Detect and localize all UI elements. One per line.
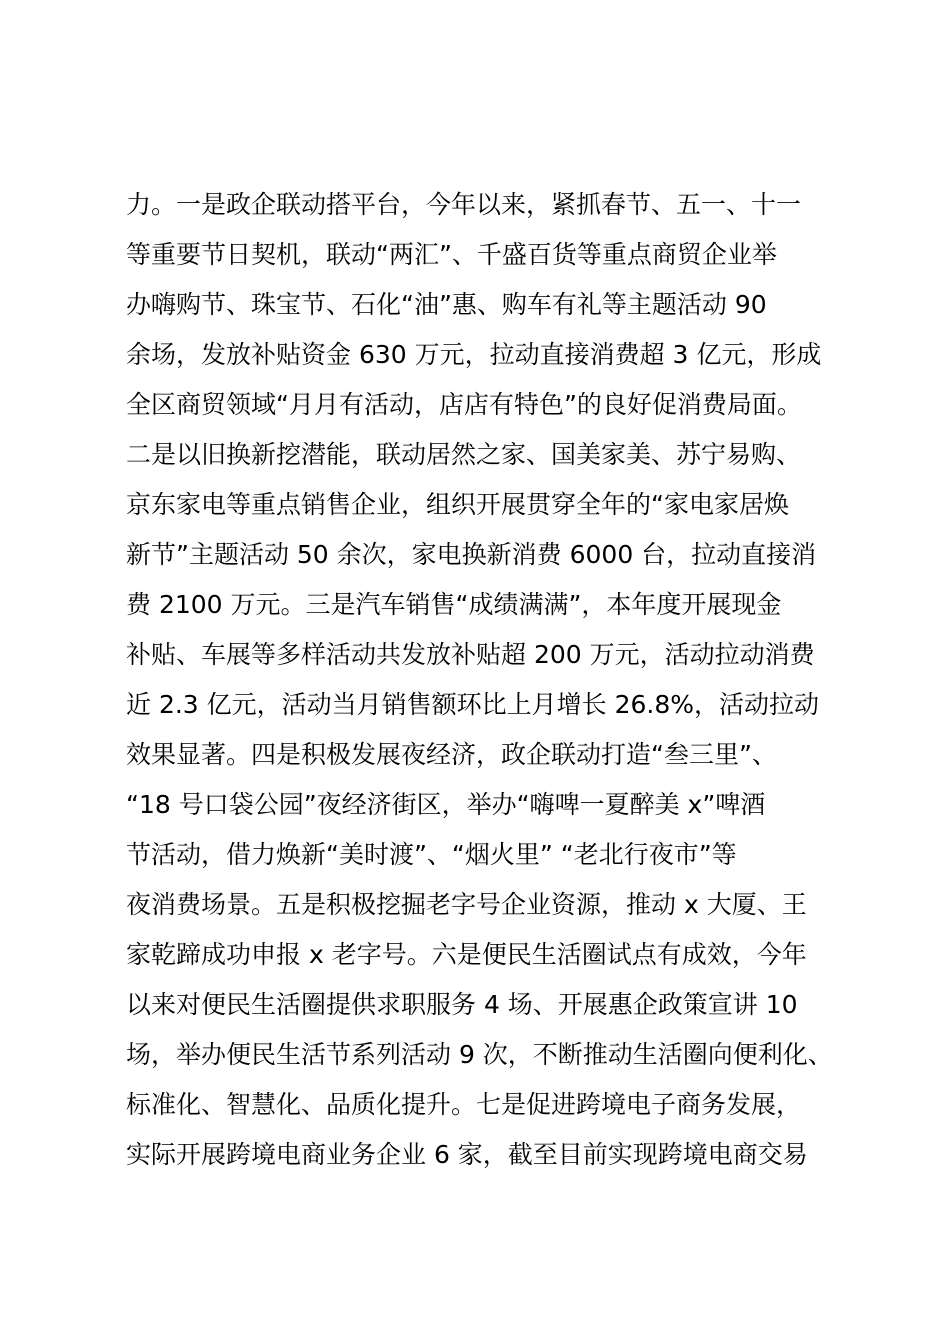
text-line: 全区商贸领域“月月有活动，店店有特色”的良好促消费局面。	[126, 390, 802, 419]
text-line: 补贴、车展等多样活动共发放补贴超 200 万元，活动拉动消费	[126, 640, 815, 669]
text-line: 等重要节日契机，联动“两汇”、千盛百货等重点商贸企业举	[126, 240, 777, 269]
text-line: 余场，发放补贴资金 630 万元，拉动直接消费超 3 亿元，形成	[126, 340, 822, 369]
text-line: 京东家电等重点销售企业，组织开展贯穿全年的“家电家居焕	[126, 490, 789, 519]
text-line: “18 号口袋公园”夜经济街区，举办“嗨啤一夏醉美 x”啤酒	[126, 790, 766, 819]
text-line: 二是以旧换新挖潜能，联动居然之家、国美家美、苏宁易购、	[126, 440, 802, 469]
text-line: 近 2.3 亿元，活动当月销售额环比上月增长 26.8%，活动拉动	[126, 690, 820, 719]
text-line: 实际开展跨境电商业务企业 6 家，截至目前实现跨境电商交易	[126, 1140, 808, 1169]
text-line: 力。一是政企联动搭平台，今年以来，紧抓春节、五一、十一	[126, 190, 802, 219]
text-line: 场，举办便民生活节系列活动 9 次，不断推动生活圈向便利化、	[126, 1040, 833, 1069]
body-paragraph	[126, 180, 846, 1180]
text-line: 标准化、智慧化、品质化提升。七是促进跨境电子商务发展，	[126, 1090, 802, 1119]
text-line: 节活动，借力焕新“美时渡”、“烟火里” “老北行夜市”等	[126, 840, 737, 869]
text-line: 效果显著。四是积极发展夜经济，政企联动打造“叁三里”、	[126, 740, 777, 769]
text-line: 新节”主题活动 50 余次，家电换新消费 6000 台，拉动直接消	[126, 540, 817, 569]
text-line: 夜消费场景。五是积极挖掘老字号企业资源，推动 x 大厦、王	[126, 890, 807, 919]
text-line: 费 2100 万元。三是汽车销售“成绩满满”，本年度开展现金	[126, 590, 782, 619]
text-line: 家乾蹄成功申报 x 老字号。六是便民生活圈试点有成效，今年	[126, 940, 807, 969]
text-line: 以来对便民生活圈提供求职服务 4 场、开展惠企政策宣讲 10	[126, 990, 798, 1019]
text-line: 办嗨购节、珠宝节、石化“油”惠、购车有礼等主题活动 90	[126, 290, 767, 319]
